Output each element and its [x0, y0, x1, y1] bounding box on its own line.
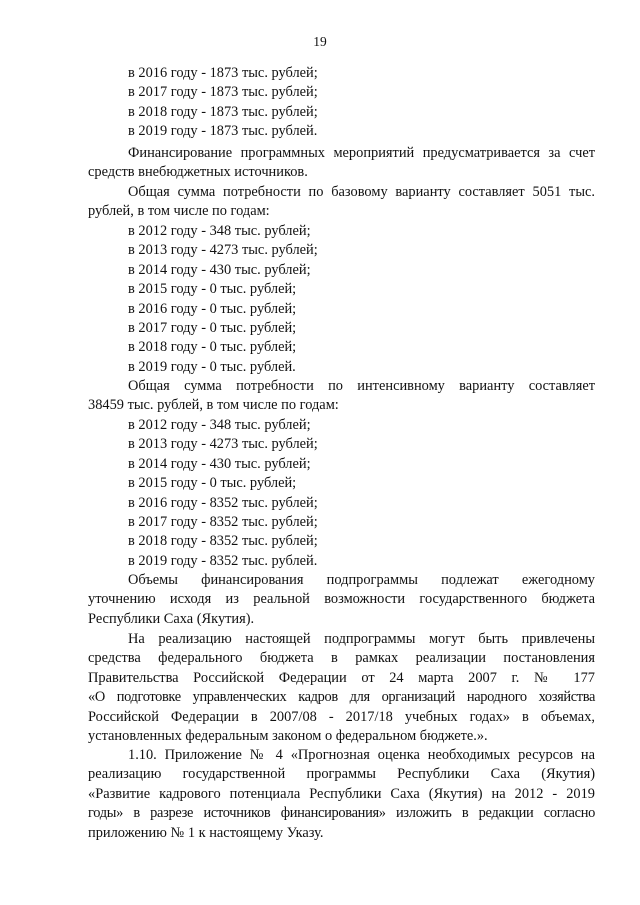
paragraph-line: годы» в разрезе источников финансирования» изложить в редакции согласно	[88, 805, 595, 822]
list-item: в 2019 году - 8352 тыс. рублей.	[128, 552, 318, 569]
list-item: в 2019 году - 1873 тыс. рублей.	[128, 123, 318, 140]
list-item: в 2017 году - 0 тыс. рублей;	[128, 319, 297, 336]
paragraph-line: Правительства Российской Федерации от 24 марта 2007 г. № 177	[88, 669, 595, 686]
funding-list-base	[88, 222, 595, 377]
paragraph-extra-budget	[88, 144, 595, 183]
page-number: 19	[313, 34, 327, 49]
paragraph-line: установленных федеральным законом о федеральном бюджете.».	[88, 727, 488, 744]
list-item: в 2013 году - 4273 тыс. рублей;	[128, 242, 318, 259]
list-item: в 2017 году - 8352 тыс. рублей;	[128, 513, 318, 530]
paragraph-refinement	[88, 571, 595, 629]
paragraph-line: средства федерального бюджета в рамках реализации постановления	[88, 650, 595, 667]
list-item: в 2019 году - 0 тыс. рублей.	[128, 358, 296, 375]
paragraph-line: 1.10. Приложение № 4 «Прогнозная оценка необходимых ресурсов на	[128, 747, 595, 763]
paragraph-line: Российской Федерации в 2007/08 - 2017/18 учебных годах» в объемах,	[88, 708, 595, 725]
list-item: в 2013 году - 4273 тыс. рублей;	[128, 436, 318, 453]
list-item: в 2015 году - 0 тыс. рублей;	[128, 281, 297, 298]
paragraph-line: На реализацию настоящей подпрограммы могут быть привлечены	[128, 631, 595, 647]
paragraph-line: уточнению исходя из реальной возможности государственного бюджета	[88, 591, 595, 608]
paragraph-base-total	[88, 183, 595, 222]
funding-list-preceding	[88, 64, 595, 142]
list-item: в 2016 году - 0 тыс. рублей;	[128, 300, 297, 317]
paragraph-line: 38459 тыс. рублей, в том числе по годам:	[88, 397, 339, 414]
paragraph-line: Финансирование программных мероприятий предусматривается за счет	[128, 145, 595, 161]
list-item: в 2014 году - 430 тыс. рублей;	[128, 261, 311, 278]
paragraph-line: средств внебюджетных источников.	[88, 164, 308, 181]
funding-list-intensive	[88, 416, 595, 571]
list-item: в 2016 году - 8352 тыс. рублей;	[128, 494, 318, 511]
paragraph-line: Республики Саха (Якутия).	[88, 610, 255, 627]
list-item: в 2018 году - 0 тыс. рублей;	[128, 339, 297, 356]
paragraph-appendix	[88, 746, 595, 843]
paragraph-line: Общая сумма потребности по интенсивному варианту составляет	[128, 378, 595, 394]
paragraph-line: «Развитие кадрового потенциала Республики Саха (Якутия) на 2012 - 2019	[88, 785, 595, 802]
list-item: в 2018 году - 1873 тыс. рублей;	[128, 103, 318, 120]
list-item: в 2014 году - 430 тыс. рублей;	[128, 455, 311, 472]
paragraph-line: приложению № 1 к настоящему Указу.	[88, 824, 324, 841]
list-item: в 2017 году - 1873 тыс. рублей;	[128, 84, 318, 101]
paragraph-federal	[88, 630, 595, 746]
paragraph-line: рублей, в том числе по годам:	[88, 203, 270, 220]
paragraph-line: Общая сумма потребности по базовому варианту составляет 5051 тыс.	[128, 184, 595, 200]
paragraph-intensive-total	[88, 377, 595, 416]
paragraph-line: Объемы финансирования подпрограммы подлежат ежегодному	[128, 572, 595, 588]
list-item: в 2016 году - 1873 тыс. рублей;	[128, 65, 318, 81]
paragraph-line: реализацию государственной программы Республики Саха (Якутия)	[88, 766, 595, 783]
paragraph-line: «О подготовке управленческих кадров для организаций народного хозяйства	[88, 689, 595, 706]
list-item: в 2012 году - 348 тыс. рублей;	[128, 417, 311, 433]
list-item: в 2015 году - 0 тыс. рублей;	[128, 475, 297, 492]
list-item: в 2012 году - 348 тыс. рублей;	[128, 223, 311, 239]
list-item: в 2018 году - 8352 тыс. рублей;	[128, 533, 318, 550]
